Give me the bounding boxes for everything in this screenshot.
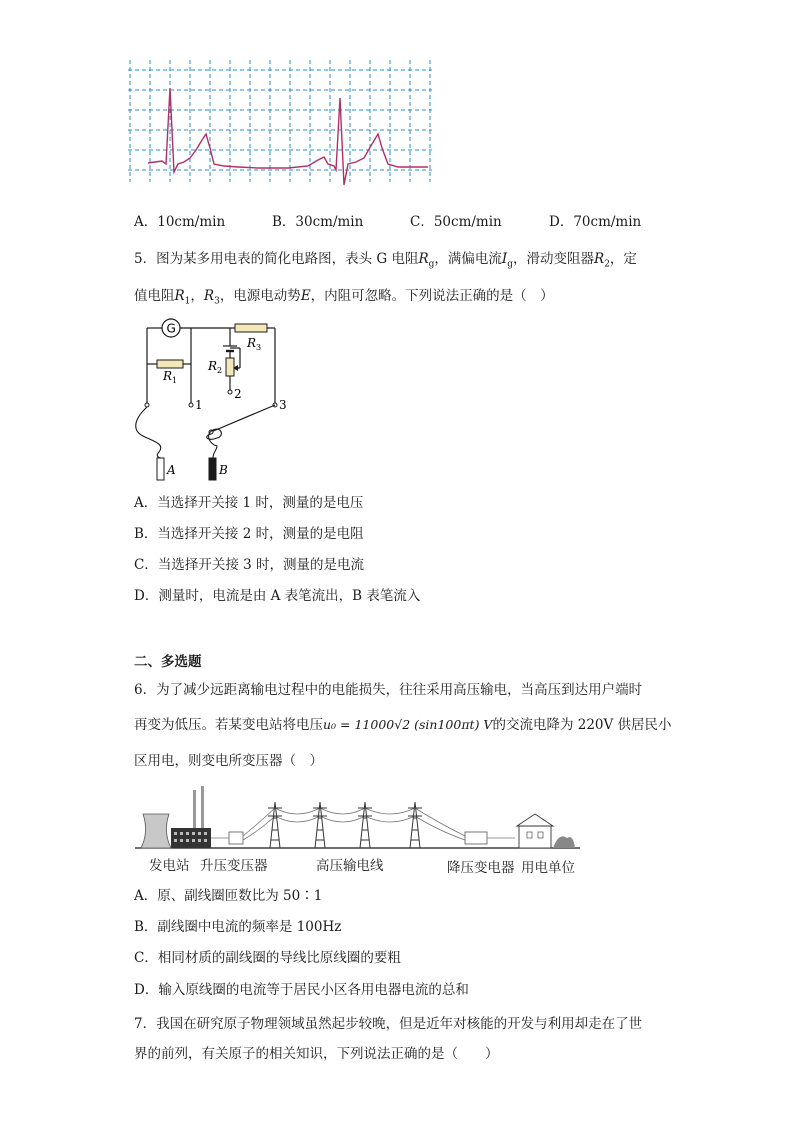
q5-stem-text: ，电源电动势	[219, 288, 301, 304]
symbol-r3-sub: 3	[214, 296, 220, 307]
symbol-rg-sub: g	[428, 259, 435, 270]
probe-a-cable	[136, 407, 161, 458]
terminal-3-label: 3	[279, 398, 287, 412]
q5-stem-text: ，满偏电流	[434, 251, 502, 267]
q5-stem-text: ，内阻可忽略。下列说法正确的是（ ）	[310, 288, 554, 304]
power-transmission-figure	[135, 786, 585, 854]
q5-stem-text: 5．图为某多用电表的简化电路图，表头 G 电阻	[134, 251, 419, 267]
q5-stem-text: ，	[190, 288, 204, 304]
rheostat-r2	[226, 358, 234, 376]
pylon-icon	[268, 802, 422, 848]
q5-option-d: D．测量时，电流是由 A 表笔流出，B 表笔流入	[134, 588, 421, 604]
q6-stem-text: 再变为低压。若某变电站将电压	[134, 717, 323, 733]
q5-stem-line1	[134, 250, 637, 274]
probe-a	[157, 458, 164, 480]
chimney-icon	[201, 786, 204, 830]
q6-option-b: B．副线圈中电流的频率是 100Hz	[134, 919, 342, 935]
resistor-r3	[235, 324, 267, 332]
q7-stem-line1: 7．我国在研究原子物理领域虽然起步较晚，但是近年对核能的开发与利用却走在了世	[134, 1016, 643, 1032]
q4-option-c: C．50cm/min	[410, 214, 502, 230]
q5-stem-line2	[134, 287, 554, 311]
figure-label-step-down-transformer: 降压变电器	[447, 860, 515, 876]
step-up-transformer-icon	[229, 832, 243, 844]
q6-stem-text: 的交流电降为 220V 供居民小	[492, 717, 672, 733]
section-title: 二、多选题	[134, 654, 202, 670]
house-icon	[517, 814, 575, 848]
q5-option-a: A．当选择开关接 1 时，测量的是电压	[134, 495, 364, 511]
ecg-figure	[128, 60, 438, 190]
r3-label: $R_3$	[247, 336, 262, 352]
q6-option-d: D．输入原线圈的电流等于居民小区各用电器电流的总和	[134, 982, 469, 998]
figure-label-step-up-transformer: 升压变压器	[200, 858, 268, 874]
voltage-formula: u₀ = 11000√2 (sin100πt) V	[323, 717, 493, 732]
symbol-r2-sub: 2	[604, 259, 610, 270]
q5-option-b: B．当选择开关接 2 时，测量的是电阻	[134, 526, 364, 542]
terminal-2-label: 2	[234, 387, 242, 401]
probe-b	[209, 458, 216, 480]
step-down-transformer-icon	[465, 832, 487, 844]
symbol-r1: R	[174, 288, 185, 304]
symbol-r2: R	[594, 251, 605, 267]
q5-option-c: C．当选择开关接 3 时，测量的是电流	[134, 557, 365, 573]
q5-stem-text: ，滑动变阻器	[513, 251, 595, 267]
q6-stem-line3: 区用电，则变电所变压器（ ）	[134, 753, 323, 769]
symbol-ig: I	[501, 251, 508, 267]
r2-label: $R_2$	[208, 359, 223, 375]
resistor-r1	[157, 360, 183, 368]
power-plant-icon	[171, 828, 211, 848]
probe-a-label: A	[167, 463, 176, 477]
symbol-rg: R	[418, 251, 429, 267]
q5-stem-text: ，定	[609, 251, 637, 267]
q6-option-c: C．相同材质的副线圈的导线比原线圈的要粗	[134, 950, 401, 966]
q6-stem-line1: 6．为了减少远距离输电过程中的电能损失，往往采用高压输电，当高压到达用户端时	[134, 682, 643, 698]
galvanometer-label: G	[166, 321, 176, 336]
q5-stem-text: 值电阻	[134, 288, 175, 304]
q6-stem-line2	[134, 716, 672, 734]
symbol-e: E	[300, 288, 311, 304]
probe-b-cable	[207, 429, 222, 458]
symbol-r3: R	[203, 288, 215, 304]
chimney-icon	[193, 790, 196, 830]
symbol-ig-sub: g	[507, 259, 514, 270]
probe-b-label: B	[219, 463, 228, 477]
figure-label-consumer: 用电单位	[521, 860, 575, 876]
cooling-tower-icon	[141, 814, 171, 848]
q6-option-a: A．原、副线圈匝数比为 50∶1	[134, 888, 323, 904]
multimeter-circuit	[125, 318, 300, 488]
q4-option-d: D．70cm/min	[549, 214, 642, 230]
figure-label-high-voltage-line: 高压输电线	[316, 858, 384, 874]
q7-stem-line2: 界的前列，有关原子的相关知识，下列说法正确的是（ ）	[134, 1046, 499, 1062]
r1-label: $R_1$	[163, 369, 178, 385]
terminal-1-label: 1	[195, 398, 203, 412]
terminal-a-contact	[145, 403, 149, 407]
figure-label-power-station: 发电站	[149, 858, 190, 874]
selector-switch	[211, 405, 275, 432]
symbol-r1-sub: 1	[184, 296, 191, 307]
q4-option-b: B．30cm/min	[272, 214, 364, 230]
terminal-1	[189, 403, 193, 407]
terminal-2	[228, 390, 232, 394]
q4-option-a: A．10cm/min	[134, 214, 226, 230]
